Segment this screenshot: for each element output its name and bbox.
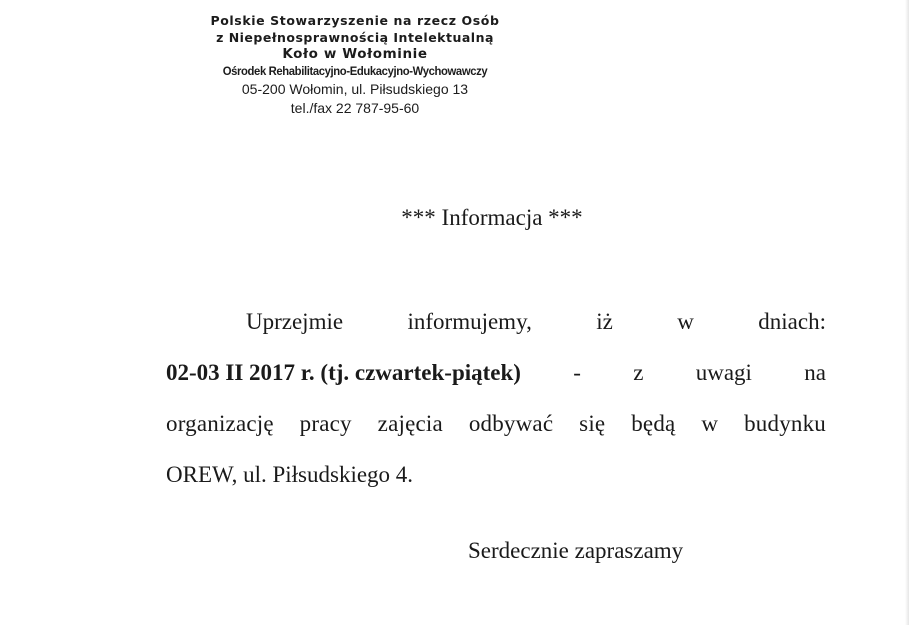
letterhead-org-line-2: z Niepełnosprawnością Intelektualną	[216, 30, 494, 45]
letterhead-center-name: Ośrodek Rehabilitacyjno-Edukacyjno-Wychowawczy	[222, 64, 488, 78]
body-line-2	[166, 347, 826, 398]
letterhead-org-line-1: Polskie Stowarzyszenie na rzecz Osób	[210, 13, 500, 28]
body-line-3: organizację pracy zajęcia odbywać się będą w budynku	[166, 411, 826, 436]
letterhead-branch: Koło w Wołominie	[282, 46, 428, 62]
letterhead-phone: tel./fax 22 787-95-60	[290, 100, 420, 116]
body-word: w	[677, 309, 694, 334]
body-word: na	[804, 360, 826, 385]
event-dates: 02-03 II 2017 r. (tj. czwartek-piątek)	[166, 360, 521, 385]
document-heading: *** Informacja ***	[401, 205, 583, 230]
body-word: dniach:	[758, 309, 826, 334]
letterhead-address: 05-200 Wołomin, ul. Piłsudskiego 13	[241, 81, 469, 97]
body-word: uwagi	[695, 360, 752, 385]
letterhead	[160, 12, 550, 118]
closing-text: Serdecznie zapraszamy	[468, 538, 684, 563]
body-line-4: OREW, ul. Piłsudskiego 4.	[166, 462, 414, 487]
body-word: informujemy,	[407, 309, 532, 334]
body-word: Uprzejmie	[246, 309, 344, 334]
body-line-1	[166, 296, 826, 347]
body-word: z	[633, 360, 644, 385]
announcement-body	[166, 296, 826, 500]
body-word: iż	[596, 309, 613, 334]
body-word: -	[573, 360, 581, 385]
page-edge-shadow	[905, 0, 909, 625]
